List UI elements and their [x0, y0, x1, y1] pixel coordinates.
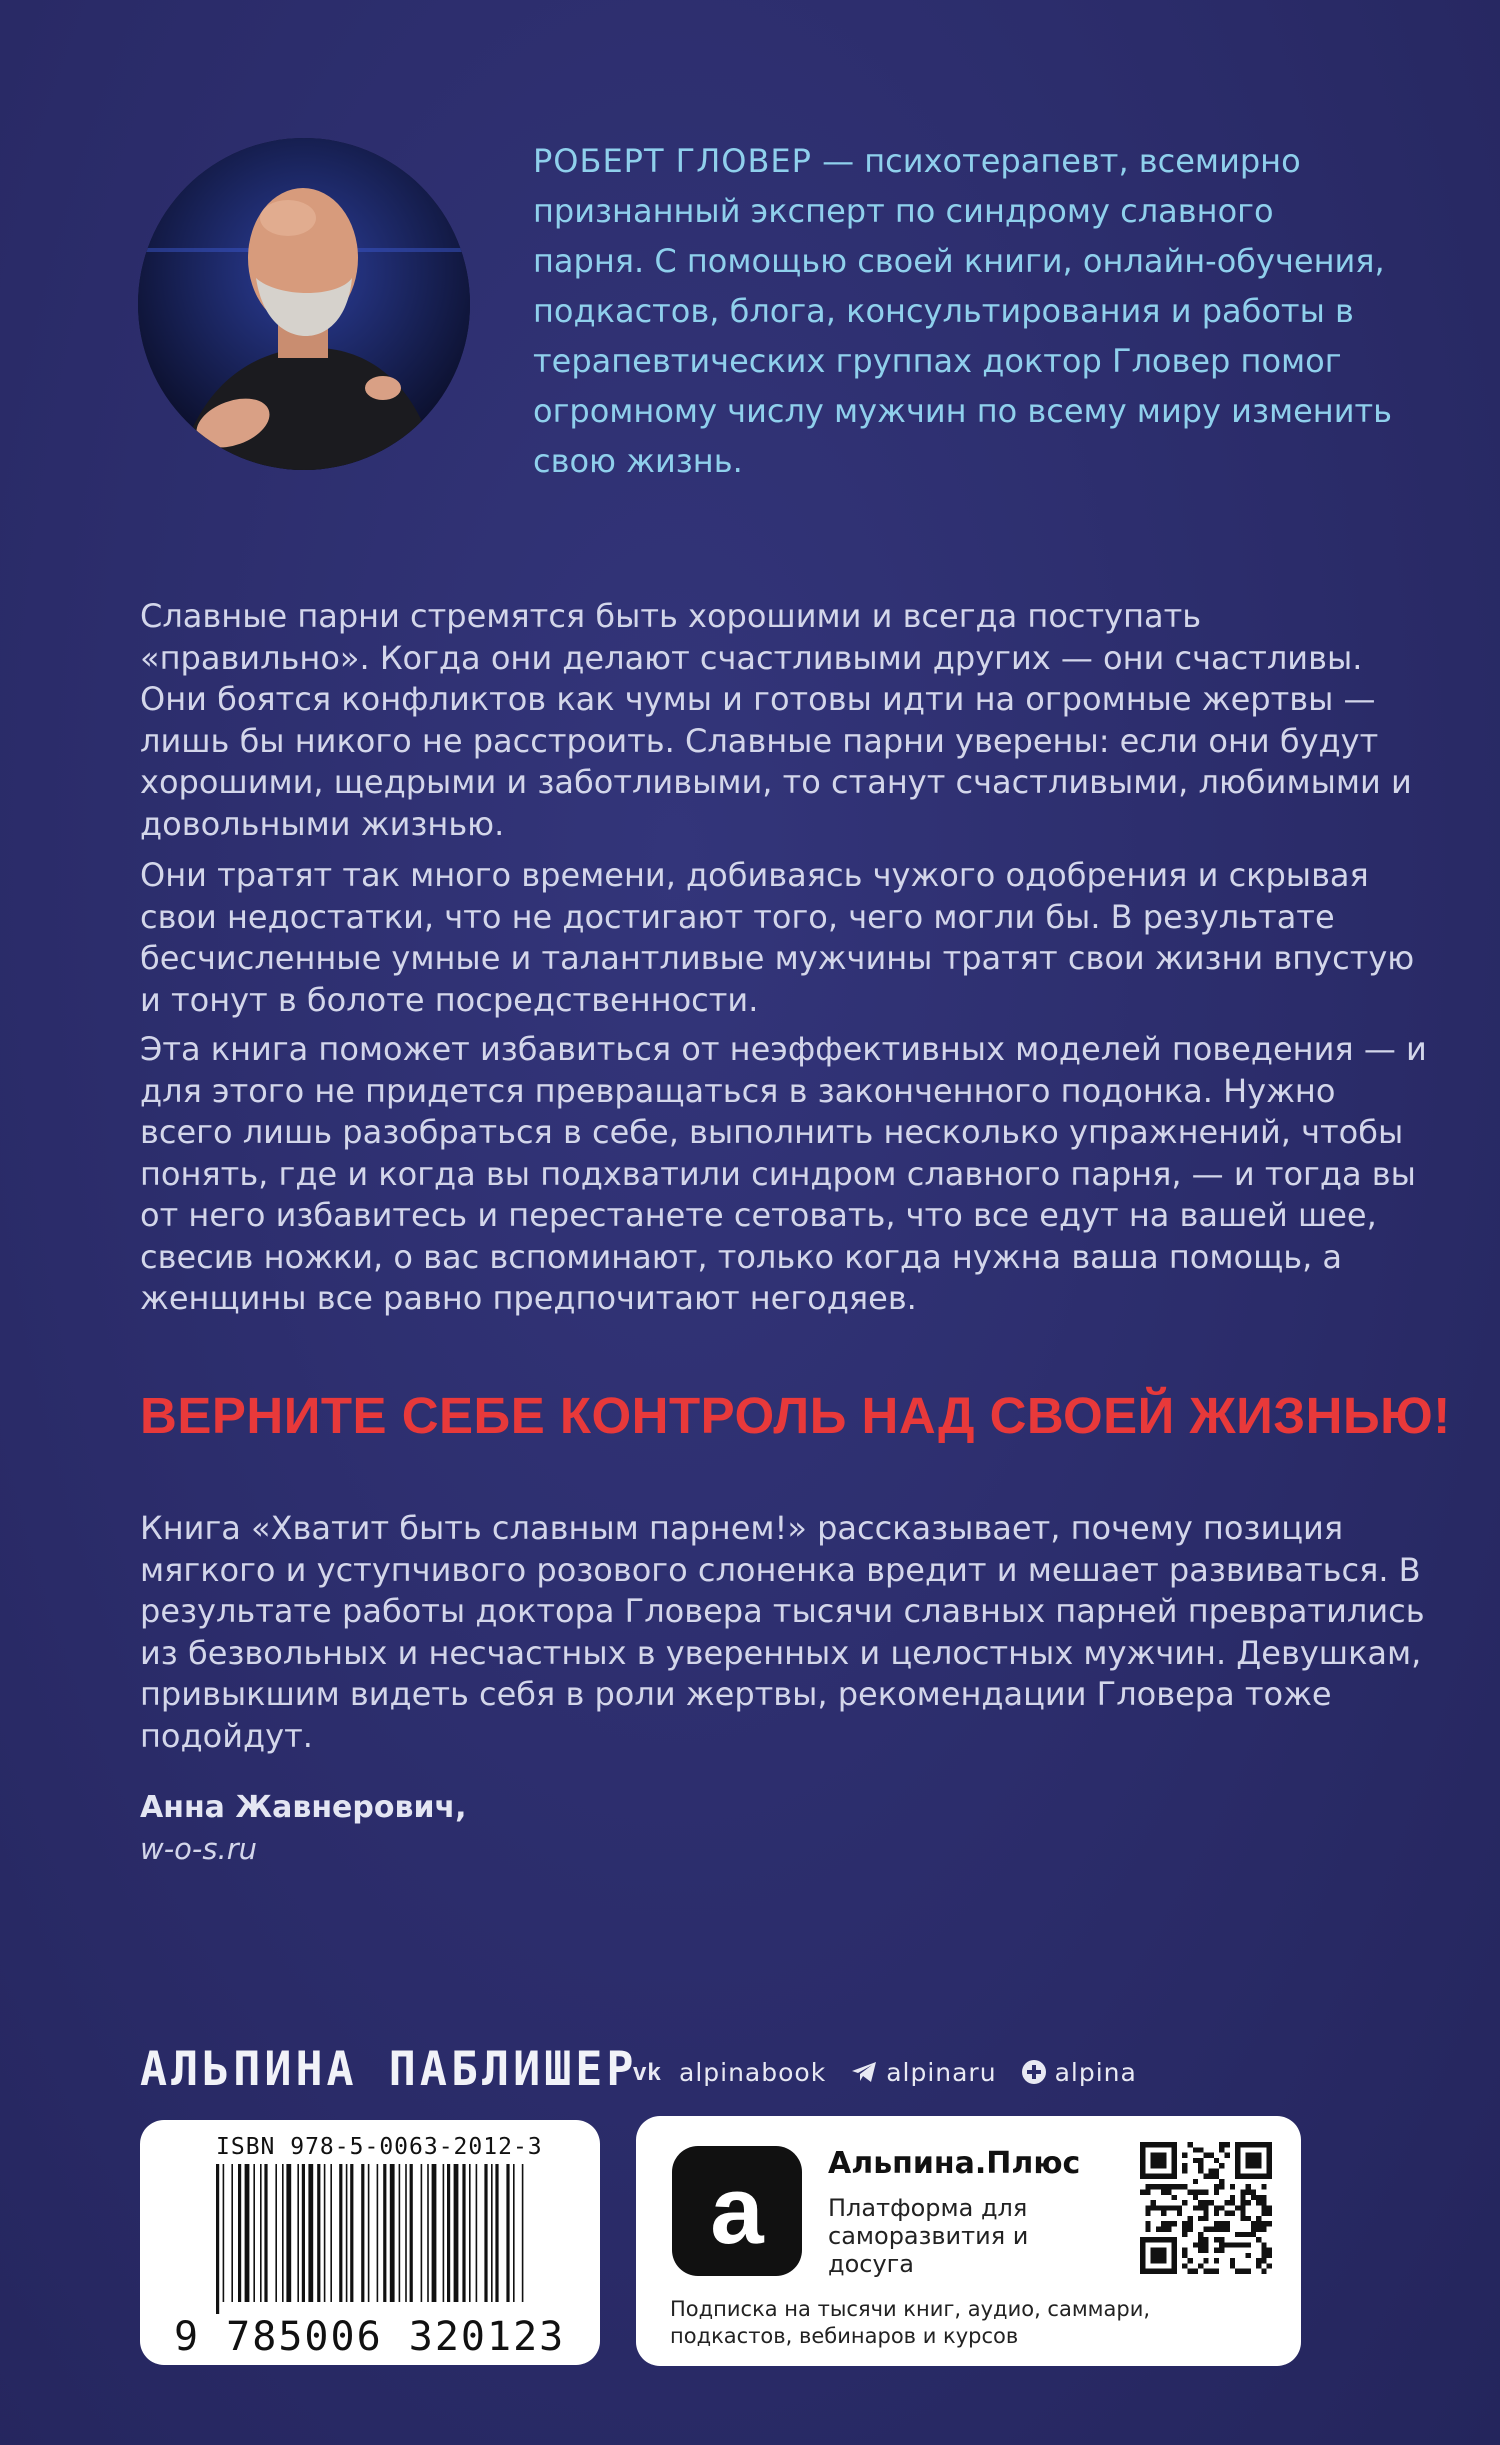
qr-module [1188, 2190, 1193, 2195]
promo-subtitle: Платформа для саморазвития и досуга [828, 2194, 1029, 2278]
qr-module [1235, 2174, 1272, 2179]
qr-module [1161, 2184, 1166, 2189]
qr-module [1240, 2269, 1245, 2274]
qr-module [1261, 2242, 1266, 2247]
qr-module [1203, 2242, 1208, 2247]
qr-module [1230, 2195, 1235, 2200]
qr-module [1140, 2142, 1177, 2147]
qr-module [1193, 2242, 1198, 2247]
qr-module [1177, 2184, 1182, 2189]
qr-module [1193, 2158, 1198, 2163]
qr-module [1219, 2237, 1224, 2242]
qr-module [1209, 2153, 1214, 2158]
qr-module [1219, 2242, 1224, 2247]
barcode-bar [308, 2164, 313, 2302]
qr-module [1246, 2216, 1251, 2221]
qr-module [1203, 2237, 1208, 2242]
qr-module [1214, 2248, 1219, 2253]
isbn-panel [140, 2120, 600, 2365]
qr-module [1140, 2174, 1177, 2179]
qr-module [1145, 2184, 1150, 2189]
barcode-bar [260, 2164, 262, 2302]
qr-module [1214, 2168, 1219, 2173]
qr-module [1188, 2221, 1193, 2226]
barcode-bar [476, 2164, 478, 2302]
qr-module [1251, 2190, 1256, 2195]
barcode-bar [297, 2164, 299, 2302]
barcode-bar [513, 2164, 515, 2302]
barcode-bar [383, 2164, 386, 2302]
qr-module [1256, 2221, 1261, 2226]
qr-module [1214, 2190, 1219, 2195]
qr-module [1172, 2237, 1177, 2274]
qr-module [1246, 2232, 1251, 2237]
social-label: alpinabook [679, 2057, 827, 2087]
telegram-icon [850, 2060, 878, 2084]
qr-module [1188, 2142, 1193, 2147]
qr-module [1240, 2205, 1245, 2210]
qr-module [1161, 2226, 1166, 2231]
qr-module [1235, 2269, 1240, 2274]
barcode-bar [469, 2164, 471, 2302]
qr-module [1198, 2158, 1203, 2163]
social-links [633, 2052, 1137, 2092]
qr-module [1151, 2184, 1156, 2189]
qr-module [1256, 2200, 1261, 2205]
qr-module [1256, 2258, 1261, 2263]
qr-module [1203, 2190, 1208, 2195]
qr-module [1261, 2253, 1266, 2258]
barcode-bar [495, 2164, 498, 2302]
qr-module [1224, 2142, 1229, 2147]
qr-module [1261, 2248, 1266, 2253]
qr-module [1219, 2142, 1224, 2147]
qr-module [1156, 2226, 1161, 2231]
qr-module [1235, 2142, 1272, 2147]
qr-module [1182, 2168, 1187, 2173]
qr-module [1246, 2190, 1251, 2195]
qr-module [1151, 2153, 1167, 2169]
promo-footer: Подписка на тысячи книг, аудио, саммари, подкастов, вебинаров и курсов [670, 2297, 1151, 2348]
qr-module [1177, 2211, 1182, 2216]
qr-module [1261, 2195, 1266, 2200]
barcode-bar [377, 2164, 379, 2302]
qr-module [1166, 2205, 1171, 2210]
qr-module [1235, 2205, 1240, 2210]
qr-module [1172, 2205, 1177, 2210]
qr-module [1203, 2269, 1208, 2274]
vk-icon [633, 2060, 671, 2084]
qr-module [1151, 2200, 1156, 2205]
qr-module [1198, 2147, 1203, 2152]
qr-module [1172, 2142, 1177, 2179]
qr-module [1166, 2226, 1171, 2231]
description-paragraph: Они тратят так много времени, добиваясь чужого одобрения и скрывая свои недостатки, что не достигают того, чего могли бы. В результате бесчисленные умные и талантливые мужчины тратят свои жизни впустую и тонут в болоте посредственности. [140, 856, 1415, 1019]
social-link-telegram[interactable] [850, 2058, 996, 2087]
qr-module [1219, 2221, 1224, 2226]
qr-module [1240, 2195, 1245, 2200]
qr-module [1214, 2226, 1219, 2231]
barcode-bar [405, 2164, 407, 2302]
svg-text:vk: vk [633, 2060, 662, 2084]
qr-module [1182, 2221, 1187, 2226]
qr-module [1219, 2226, 1224, 2231]
qr-module [1230, 2211, 1235, 2216]
qr-module [1256, 2195, 1261, 2200]
author-photo [138, 138, 470, 470]
qr-module [1240, 2242, 1245, 2247]
barcode-bar [506, 2164, 509, 2302]
qr-module [1182, 2200, 1187, 2205]
qr-module [1214, 2205, 1219, 2210]
barcode-bar [484, 2164, 487, 2302]
qr-module [1177, 2205, 1182, 2210]
qr-module [1140, 2237, 1145, 2274]
qr-module [1193, 2195, 1198, 2200]
barcode-bar [286, 2164, 291, 2302]
qr-module [1230, 2184, 1235, 2189]
qr-module [1261, 2205, 1266, 2210]
qr-module [1235, 2142, 1240, 2179]
qr-module [1267, 2142, 1272, 2179]
qr-module [1198, 2200, 1203, 2205]
qr-module [1214, 2158, 1219, 2163]
qr-code[interactable] [1140, 2142, 1272, 2274]
qr-module [1188, 2269, 1193, 2274]
qr-module [1224, 2211, 1229, 2216]
barcode-bar [282, 2164, 284, 2302]
qr-module [1267, 2211, 1272, 2216]
qr-module [1209, 2200, 1214, 2205]
qr-module [1235, 2232, 1240, 2237]
qr-module [1219, 2205, 1224, 2210]
qr-module [1140, 2237, 1177, 2242]
alpina-plus-icon [1021, 2059, 1047, 2085]
barcode-bar [216, 2164, 219, 2314]
qr-module [1193, 2269, 1198, 2274]
qr-module [1267, 2253, 1272, 2258]
barcode-bar [339, 2164, 342, 2302]
qr-module [1198, 2263, 1203, 2268]
qr-module [1261, 2226, 1266, 2231]
qr-module [1251, 2226, 1256, 2231]
qr-module [1203, 2226, 1208, 2231]
qr-module [1203, 2211, 1208, 2216]
barcode-bar [522, 2164, 524, 2302]
qr-module [1240, 2211, 1245, 2216]
qr-module [1182, 2263, 1187, 2268]
qr-module [1261, 2269, 1266, 2274]
barcode-bar [245, 2164, 250, 2302]
qr-module [1224, 2221, 1229, 2226]
barcode-bar [443, 2164, 445, 2302]
qr-module [1219, 2147, 1224, 2152]
qr-module [1198, 2168, 1203, 2173]
qr-module [1166, 2190, 1171, 2195]
qr-module [1161, 2221, 1166, 2226]
qr-module [1193, 2190, 1198, 2195]
qr-module [1246, 2253, 1251, 2258]
qr-module [1224, 2226, 1229, 2231]
qr-module [1198, 2163, 1203, 2168]
qr-module [1198, 2242, 1203, 2247]
qr-module [1182, 2153, 1187, 2158]
promo-title: Альпина.Плюс [828, 2146, 1081, 2181]
qr-module [1151, 2205, 1156, 2210]
qr-module [1261, 2184, 1266, 2189]
qr-module [1166, 2184, 1171, 2189]
barcode-bar [317, 2164, 320, 2302]
qr-module [1198, 2190, 1203, 2195]
qr-module [1219, 2184, 1224, 2189]
qr-module [1267, 2205, 1272, 2210]
qr-module [1182, 2163, 1187, 2168]
qr-module [1267, 2221, 1272, 2226]
qr-module [1182, 2184, 1187, 2189]
qr-module [1219, 2179, 1224, 2184]
qr-module [1251, 2232, 1256, 2237]
qr-module [1235, 2242, 1240, 2247]
qr-module [1209, 2226, 1214, 2231]
qr-module [1224, 2200, 1229, 2205]
qr-module [1230, 2258, 1235, 2263]
qr-module [1193, 2205, 1198, 2210]
barcode-bar [324, 2164, 326, 2302]
barcode-bar [350, 2164, 353, 2302]
qr-module [1198, 2205, 1203, 2210]
qr-module [1198, 2232, 1203, 2237]
qr-module [1161, 2190, 1166, 2195]
qr-module [1145, 2211, 1150, 2216]
barcode-bar [432, 2164, 437, 2302]
barcode-bar [390, 2164, 395, 2302]
qr-module [1198, 2237, 1203, 2242]
qr-module [1188, 2258, 1193, 2263]
barcode-bar [275, 2164, 277, 2302]
qr-module [1203, 2153, 1208, 2158]
qr-module [1209, 2174, 1214, 2179]
qr-module [1209, 2168, 1214, 2173]
qr-module [1240, 2190, 1245, 2195]
qr-module [1203, 2258, 1208, 2263]
qr-module [1261, 2200, 1266, 2205]
qr-module [1224, 2153, 1229, 2158]
qr-module [1156, 2184, 1161, 2189]
qr-module [1251, 2221, 1256, 2226]
qr-module [1182, 2248, 1187, 2253]
qr-module [1246, 2269, 1251, 2274]
qr-module [1246, 2200, 1251, 2205]
qr-module [1203, 2205, 1208, 2210]
qr-module [1261, 2211, 1266, 2216]
social-label: alpinaru [886, 2057, 997, 2087]
qr-module [1145, 2221, 1150, 2226]
publisher-logo: АЛЬПИНА ПАБЛИШЕР [140, 2040, 638, 2097]
qr-module [1193, 2147, 1198, 2152]
qr-module [1251, 2195, 1256, 2200]
author-bio [533, 136, 1393, 486]
barcode-bar [368, 2164, 370, 2302]
barcode-bar [427, 2164, 429, 2302]
ean-digits: 9 785006 320123 [174, 2314, 566, 2360]
qr-module [1193, 2179, 1198, 2184]
barcode-bar [264, 2164, 267, 2302]
qr-module [1172, 2184, 1177, 2189]
qr-module [1182, 2226, 1187, 2231]
qr-module [1214, 2174, 1219, 2179]
barcode-bar [491, 2164, 493, 2302]
qr-module [1224, 2242, 1229, 2247]
barcode-bar [447, 2164, 450, 2302]
barcode-bar [238, 2164, 241, 2302]
qr-module [1246, 2242, 1251, 2247]
description-paragraph: Эта книга поможет избавиться от неэффективных моделей поведения — и для этого не придется превращаться в законченного подонка. Нужно всего лишь разобраться в себе, выполнить несколько упражнений, чтобы понять, где и когда вы подхватили синдром славного парня, — и тогда вы от него избавитесь и перестанете сетовать, что все едут на вашей шее, свесив ножки, о вас вспоминают, только когда нужна ваша помощь, а женщины все равно предпочитают негодяев. [140, 1030, 1427, 1317]
qr-module [1203, 2174, 1208, 2179]
barcode-bar [302, 2164, 305, 2302]
qr-module [1214, 2237, 1219, 2242]
qr-module [1188, 2226, 1193, 2231]
qr-module [1256, 2237, 1261, 2242]
qr-module [1182, 2232, 1187, 2237]
qr-module [1214, 2258, 1219, 2263]
qr-module [1203, 2200, 1208, 2205]
social-link-alpina[interactable] [1021, 2058, 1137, 2087]
barcode-bar [223, 2164, 225, 2302]
qr-module [1240, 2200, 1245, 2205]
qr-module [1246, 2153, 1262, 2169]
barcode-bar [346, 2164, 348, 2302]
barcode-bar [330, 2164, 332, 2302]
author-name: РОБЕРТ ГЛОВЕР [533, 142, 812, 180]
qr-module [1140, 2190, 1145, 2195]
qr-module [1267, 2263, 1272, 2268]
qr-module [1203, 2216, 1208, 2221]
barcode [216, 2164, 530, 2314]
qr-module [1203, 2248, 1208, 2253]
qr-module [1214, 2269, 1219, 2274]
qr-module [1240, 2232, 1245, 2237]
headline: ВЕРНИТЕ СЕБЕ КОНТРОЛЬ НАД СВОЕЙ ЖИЗНЬЮ! [140, 1387, 1451, 1444]
promo-panel [636, 2116, 1301, 2366]
qr-module [1267, 2248, 1272, 2253]
qr-module [1230, 2242, 1235, 2247]
qr-module [1214, 2221, 1219, 2226]
qr-module [1256, 2216, 1261, 2221]
reviewer-name: Анна Жавнерович, [140, 1790, 467, 1825]
barcode-bar [410, 2164, 413, 2302]
qr-module [1172, 2195, 1177, 2200]
qr-module [1188, 2216, 1193, 2221]
review-text: Книга «Хватит быть славным парнем!» рассказывает, почему позиция мягкого и уступчивого розового слоненка вредит и мешает развиваться. В результате работы доктора Гловера тысячи славных парней превратились из безвольных и несчастных в уверенных и целостных мужчин. Девушкам, привыкшим видеть себя в роли жертвы, рекомендации Гловера тоже подойдут. [140, 1509, 1425, 1755]
qr-module [1261, 2258, 1266, 2263]
app-icon-letter: a [710, 2157, 764, 2264]
qr-module [1246, 2184, 1251, 2189]
qr-module [1140, 2142, 1145, 2179]
barcode-bar [253, 2164, 255, 2302]
qr-module [1219, 2163, 1224, 2168]
isbn-label: ISBN 978-5-0063-2012-3 [216, 2134, 543, 2160]
author-bio-text: — психотерапевт, всемирно признанный эксперт по синдрому славного парня. С помощью своей книги, онлайн-обучения, подкастов, блога, консультирования и работы в терапевтических группах доктор Гловер помог огромному числу мужчин по всему миру изменить свою жизнь. [533, 142, 1393, 480]
qr-module [1161, 2205, 1166, 2210]
qr-module [1261, 2221, 1266, 2226]
qr-module [1219, 2248, 1224, 2253]
reviewer-site: w-o-s.ru [140, 1832, 258, 1866]
qr-module [1198, 2216, 1203, 2221]
barcode-bar [462, 2164, 465, 2302]
qr-module [1161, 2211, 1166, 2216]
qr-module [1145, 2226, 1150, 2231]
qr-module [1172, 2221, 1177, 2226]
social-label: alpina [1054, 2057, 1137, 2087]
qr-module [1182, 2253, 1187, 2258]
qr-module [1156, 2205, 1161, 2210]
qr-module [1230, 2263, 1235, 2268]
qr-module [1145, 2190, 1150, 2195]
qr-module [1256, 2263, 1261, 2268]
qr-module [1145, 2205, 1150, 2210]
barcode-bar [454, 2164, 459, 2302]
qr-module [1256, 2226, 1261, 2231]
qr-module [1209, 2269, 1214, 2274]
social-link-vk[interactable] [633, 2058, 826, 2087]
qr-module [1140, 2269, 1177, 2274]
qr-module [1240, 2216, 1245, 2221]
alpina-app-icon [672, 2146, 802, 2276]
barcode-bar [231, 2164, 233, 2302]
barcode-bar [361, 2164, 364, 2302]
qr-module [1230, 2200, 1235, 2205]
barcode-bar [421, 2164, 423, 2302]
qr-module [1166, 2221, 1171, 2226]
qr-module [1214, 2184, 1219, 2189]
qr-module [1198, 2248, 1203, 2253]
qr-module [1214, 2211, 1219, 2216]
qr-module [1151, 2248, 1167, 2264]
description-paragraph: Славные парни стремятся быть хорошими и всегда поступать «правильно». Когда они делают счастливыми других — они счастливы. Они боятся конфликтов как чумы и готовы идти на огромные жертвы — лишь бы никого не расстроить. Славные парни уверены: если они будут хорошими, щедрыми и заботливыми, то станут счастливыми, любимыми и довольными жизнью. [140, 597, 1412, 843]
barcode-bar [399, 2164, 401, 2302]
